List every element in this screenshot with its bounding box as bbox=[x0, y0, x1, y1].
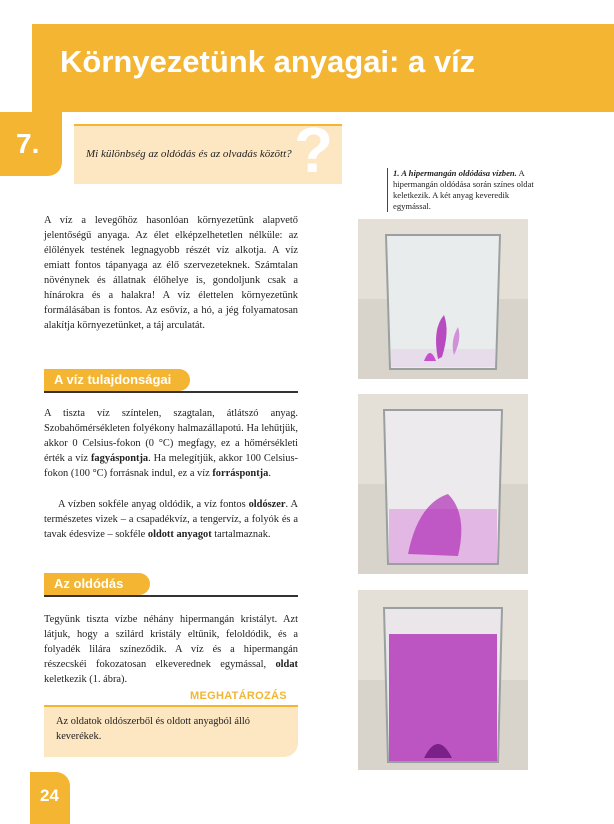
section-divider bbox=[44, 595, 298, 597]
properties-paragraph-2 bbox=[44, 497, 298, 542]
properties-paragraph-1 bbox=[44, 406, 298, 481]
text-run: A tiszta víz színtelen, szagtalan, átlátszó anyag. Szobahőmérsékleten folyékony halmazállapotú. Ha lehűtjük, akkor 0 Celsius-fokon (0 °C) megfagy, ez a hőmérsékleti érték a víz bbox=[44, 408, 298, 464]
text-run: keletkezik (1. ábra). bbox=[44, 674, 128, 685]
text-run: . bbox=[268, 468, 271, 479]
section-divider bbox=[44, 391, 298, 393]
question-text: Mi különbség az oldódás és az olvadás között? bbox=[86, 148, 292, 160]
beaker-photo-2 bbox=[358, 394, 528, 574]
term-freezing-point: fagyáspontja bbox=[90, 453, 149, 464]
figure-caption bbox=[387, 168, 541, 212]
term-solute: oldott anyagot bbox=[147, 529, 212, 540]
page-margin-left bbox=[0, 0, 32, 112]
intro-paragraph: A víz a levegőhöz hasonlóan környezetünk alapvető jelentőségű anyaga. Az élet elképzelhetetlen nélküle: az élőlények testének legnagyobb részét víz alkotja. A víz emiatt fontos tápanyaga az élő szervezeteknek. Számtalan növénynek és állatnak élőhelye is, gondoljunk csak a hínárokra és a halakra! A víz élettelen környezetünk formálásában is fontos. Az esővíz, a hó, a jég folyamatosan alakítja környezetünket, a táj arculatát. bbox=[44, 215, 298, 331]
definition-text: Az oldatok oldószerből és oldott anyagból álló keverékek. bbox=[56, 716, 250, 742]
chapter-number: 7. bbox=[16, 128, 40, 159]
section-heading-properties: A víz tulajdonságai bbox=[44, 369, 190, 391]
page-title: Környezetünk anyagai: a víz bbox=[60, 44, 476, 79]
dissolution-paragraph bbox=[44, 612, 298, 687]
text-run: . A természetes vizek – a csapadékvíz, a tengervíz, a folyók és a tavak édesvize – sokféle bbox=[44, 499, 298, 540]
beaker-image-1 bbox=[358, 219, 528, 379]
section-heading-dissolution: Az oldódás bbox=[44, 573, 150, 595]
liquid-fill-3 bbox=[389, 634, 497, 761]
figure-caption-body: A hipermangán oldódása során színes oldat keletkezik. A két anyag keveredik egymással. bbox=[393, 168, 534, 211]
beaker-photo-1 bbox=[358, 219, 528, 379]
definition-label: MEGHATÁROZÁS bbox=[190, 690, 287, 702]
text-run: Tegyünk tiszta vízbe néhány hipermangán kristályt. Azt látjuk, hogy a szilárd kristály eltűnik, feloldódik, és a folyadék lilára színeződik. A víz és a hipermangán részecskéi fokozatosan elkeverednek egymással, bbox=[44, 614, 298, 670]
beaker-photo-3 bbox=[358, 590, 528, 770]
term-boiling-point: forráspontja bbox=[212, 468, 269, 479]
question-mark-icon: ? bbox=[294, 114, 334, 186]
text-run: tartalmaznak. bbox=[211, 529, 271, 540]
beaker-image-2 bbox=[358, 394, 528, 574]
beaker-image-3 bbox=[358, 590, 528, 770]
term-solution: oldat bbox=[275, 659, 298, 670]
page-margin-top-cover bbox=[0, 0, 614, 24]
text-run: . Ha melegítjük, akkor 100 Celsius-fokon (100 °C) forrásnak indul, ez a víz bbox=[44, 453, 298, 479]
figure-caption-title: 1. A hipermangán oldódása vízben. bbox=[393, 168, 517, 178]
page-number: 24 bbox=[40, 786, 59, 805]
text-run: A vízben sokféle anyag oldódik, a víz fontos bbox=[58, 499, 249, 510]
term-solvent: oldószer bbox=[248, 499, 286, 510]
